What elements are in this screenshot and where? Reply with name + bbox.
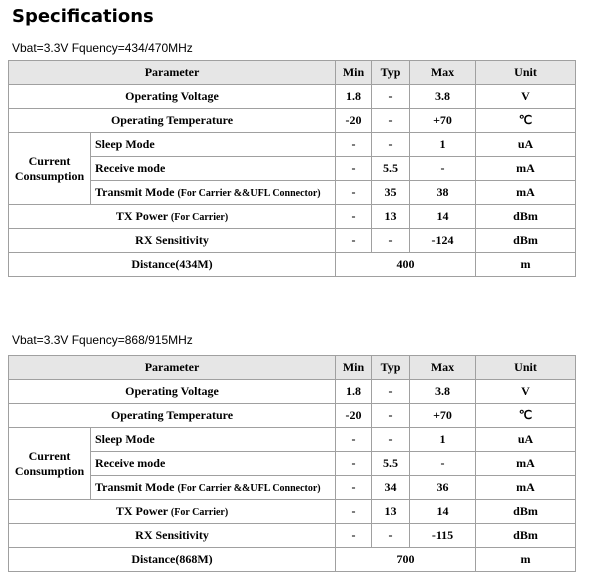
min-value: -20 bbox=[336, 404, 372, 428]
distance-value: 400 bbox=[336, 253, 476, 277]
header-max: Max bbox=[410, 61, 476, 85]
table-row bbox=[9, 109, 576, 133]
table-row bbox=[9, 85, 576, 109]
max-value: 1 bbox=[410, 428, 476, 452]
min-value: - bbox=[336, 229, 372, 253]
max-value: 1 bbox=[410, 133, 476, 157]
param-label: Operating Voltage bbox=[9, 85, 336, 109]
max-value: 3.8 bbox=[410, 380, 476, 404]
typ-value: - bbox=[372, 524, 410, 548]
min-value: - bbox=[336, 133, 372, 157]
table-row bbox=[9, 229, 576, 253]
param-label bbox=[91, 476, 336, 500]
typ-value: - bbox=[372, 133, 410, 157]
param-label: Distance(434M) bbox=[9, 253, 336, 277]
table-row bbox=[9, 548, 576, 572]
max-value: -124 bbox=[410, 229, 476, 253]
header-typ: Typ bbox=[372, 61, 410, 85]
current-label-line1: Current bbox=[28, 448, 71, 463]
max-value: +70 bbox=[410, 404, 476, 428]
current-label-line2: Consumption bbox=[14, 463, 85, 478]
header-row bbox=[9, 61, 576, 85]
typ-value: 13 bbox=[372, 205, 410, 229]
min-value: - bbox=[336, 428, 372, 452]
header-parameter: Parameter bbox=[9, 61, 336, 85]
min-value: - bbox=[336, 452, 372, 476]
spec-table-868 bbox=[8, 355, 576, 572]
table-row bbox=[9, 524, 576, 548]
min-value: - bbox=[336, 181, 372, 205]
param-label-note: (For Carrier) bbox=[170, 212, 229, 223]
max-value: 14 bbox=[410, 205, 476, 229]
table-row bbox=[9, 205, 576, 229]
param-label: Operating Temperature bbox=[9, 404, 336, 428]
param-label-note: (For Carrier) bbox=[170, 507, 229, 518]
current-consumption-label bbox=[9, 133, 91, 205]
typ-value: - bbox=[372, 229, 410, 253]
unit-value: V bbox=[476, 380, 576, 404]
typ-value: 5.5 bbox=[372, 157, 410, 181]
unit-value: dBm bbox=[476, 524, 576, 548]
param-label: Receive mode bbox=[91, 157, 336, 181]
unit-value: m bbox=[476, 548, 576, 572]
param-label: Receive mode bbox=[91, 452, 336, 476]
spec-table-434 bbox=[8, 60, 576, 277]
min-value: - bbox=[336, 524, 372, 548]
current-consumption-label bbox=[9, 428, 91, 500]
param-label-note: (For Carrier &&UFL Connector) bbox=[177, 188, 321, 199]
min-value: - bbox=[336, 500, 372, 524]
max-value: - bbox=[410, 452, 476, 476]
max-value: 38 bbox=[410, 181, 476, 205]
param-label: Sleep Mode bbox=[91, 133, 336, 157]
current-label-line2: Consumption bbox=[14, 168, 85, 183]
table-row bbox=[9, 452, 576, 476]
header-min: Min bbox=[336, 356, 372, 380]
max-value: 14 bbox=[410, 500, 476, 524]
table-row bbox=[9, 476, 576, 500]
distance-value: 700 bbox=[336, 548, 476, 572]
param-label-text: TX Power bbox=[115, 209, 168, 223]
param-label-note: (For Carrier &&UFL Connector) bbox=[177, 483, 321, 494]
page-title: Specifications bbox=[12, 6, 154, 27]
unit-value: dBm bbox=[476, 500, 576, 524]
typ-value: - bbox=[372, 428, 410, 452]
typ-value: 35 bbox=[372, 181, 410, 205]
param-label: RX Sensitivity bbox=[9, 229, 336, 253]
max-value: -115 bbox=[410, 524, 476, 548]
param-label: Operating Temperature bbox=[9, 109, 336, 133]
typ-value: - bbox=[372, 404, 410, 428]
header-typ: Typ bbox=[372, 356, 410, 380]
condition-label: Vbat=3.3V Fquency=434/470MHz bbox=[12, 41, 193, 55]
unit-value: mA bbox=[476, 181, 576, 205]
table-row bbox=[9, 500, 576, 524]
header-min: Min bbox=[336, 61, 372, 85]
table-row bbox=[9, 157, 576, 181]
unit-value: ℃ bbox=[476, 109, 576, 133]
table-row bbox=[9, 253, 576, 277]
min-value: - bbox=[336, 476, 372, 500]
param-label-text: Transmit Mode bbox=[95, 480, 175, 494]
unit-value: m bbox=[476, 253, 576, 277]
header-max: Max bbox=[410, 356, 476, 380]
header-unit: Unit bbox=[476, 61, 576, 85]
header-unit: Unit bbox=[476, 356, 576, 380]
param-label: Distance(868M) bbox=[9, 548, 336, 572]
param-label bbox=[9, 205, 336, 229]
header-row bbox=[9, 356, 576, 380]
unit-value: uA bbox=[476, 428, 576, 452]
param-label: RX Sensitivity bbox=[9, 524, 336, 548]
condition-label: Vbat=3.3V Fquency=868/915MHz bbox=[12, 333, 193, 347]
unit-value: mA bbox=[476, 157, 576, 181]
param-label: Operating Voltage bbox=[9, 380, 336, 404]
table-row bbox=[9, 133, 576, 157]
param-label: Sleep Mode bbox=[91, 428, 336, 452]
param-label bbox=[91, 181, 336, 205]
table-row bbox=[9, 181, 576, 205]
max-value: 3.8 bbox=[410, 85, 476, 109]
unit-value: dBm bbox=[476, 229, 576, 253]
unit-value: dBm bbox=[476, 205, 576, 229]
typ-value: - bbox=[372, 85, 410, 109]
min-value: - bbox=[336, 157, 372, 181]
typ-value: 13 bbox=[372, 500, 410, 524]
min-value: -20 bbox=[336, 109, 372, 133]
param-label-text: Transmit Mode bbox=[95, 185, 175, 199]
max-value: +70 bbox=[410, 109, 476, 133]
unit-value: mA bbox=[476, 476, 576, 500]
min-value: - bbox=[336, 205, 372, 229]
max-value: 36 bbox=[410, 476, 476, 500]
typ-value: 34 bbox=[372, 476, 410, 500]
unit-value: ℃ bbox=[476, 404, 576, 428]
unit-value: V bbox=[476, 85, 576, 109]
typ-value: - bbox=[372, 380, 410, 404]
min-value: 1.8 bbox=[336, 380, 372, 404]
table-row bbox=[9, 428, 576, 452]
min-value: 1.8 bbox=[336, 85, 372, 109]
current-label-line1: Current bbox=[28, 153, 71, 168]
header-parameter: Parameter bbox=[9, 356, 336, 380]
typ-value: 5.5 bbox=[372, 452, 410, 476]
param-label bbox=[9, 500, 336, 524]
param-label-text: TX Power bbox=[115, 504, 168, 518]
table-row bbox=[9, 404, 576, 428]
typ-value: - bbox=[372, 109, 410, 133]
max-value: - bbox=[410, 157, 476, 181]
unit-value: mA bbox=[476, 452, 576, 476]
table-row bbox=[9, 380, 576, 404]
unit-value: uA bbox=[476, 133, 576, 157]
